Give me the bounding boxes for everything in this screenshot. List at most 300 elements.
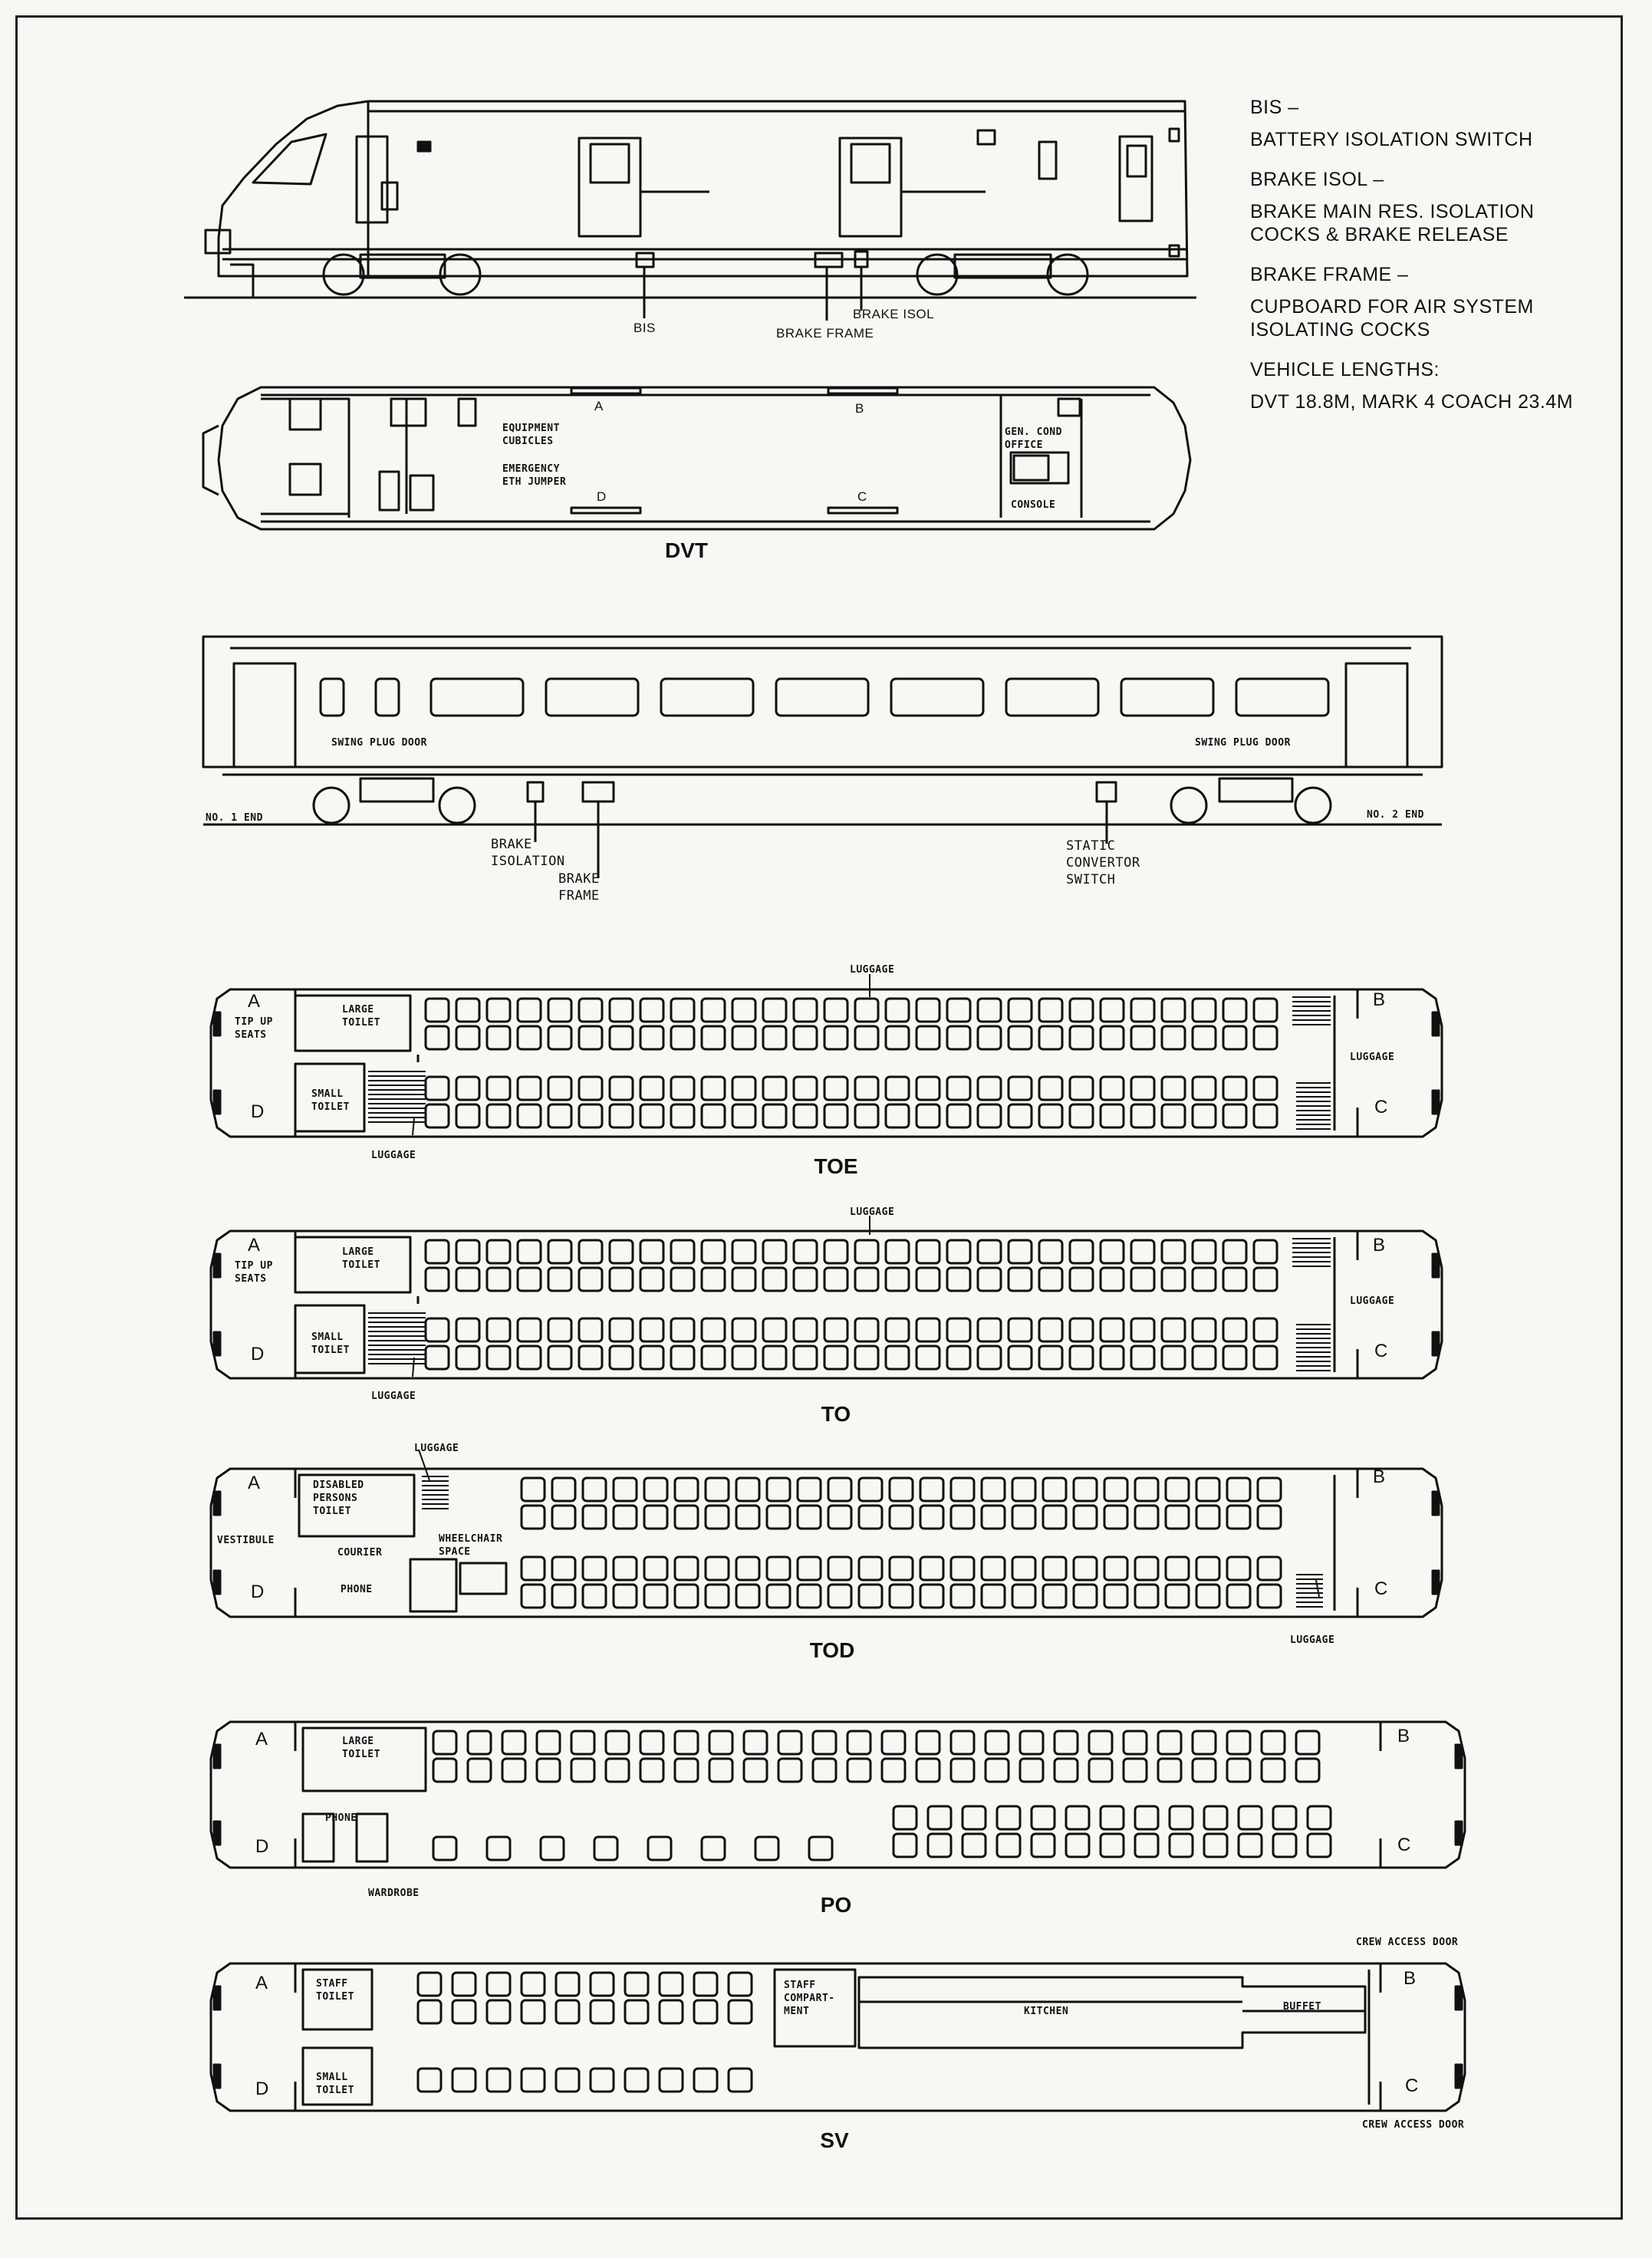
seat xyxy=(1039,1026,1062,1049)
seat xyxy=(579,1268,602,1291)
sv-staff-toilet-label: STAFF TOILET xyxy=(316,1978,354,2003)
seat xyxy=(522,2069,545,2092)
dvt-door-a: A xyxy=(594,399,604,413)
seat xyxy=(579,1318,602,1341)
seat xyxy=(824,1346,847,1369)
seat xyxy=(579,1026,602,1049)
door-post xyxy=(1433,1571,1439,1594)
seat xyxy=(579,1346,602,1369)
toe-small-toilet-label: SMALL TOILET xyxy=(311,1088,350,1113)
seat xyxy=(625,2069,648,2092)
coach-door-left-label: SWING PLUG DOOR xyxy=(331,737,427,749)
seat xyxy=(886,1240,909,1263)
coach-outline xyxy=(211,1231,1442,1378)
seat xyxy=(594,1837,617,1860)
seat xyxy=(886,999,909,1022)
seat xyxy=(702,1346,725,1369)
seat xyxy=(468,1759,491,1782)
seat xyxy=(1308,1834,1331,1857)
seat xyxy=(847,1731,870,1754)
seat xyxy=(1039,1104,1062,1127)
seat xyxy=(1254,1026,1277,1049)
seat xyxy=(614,1585,637,1608)
seat xyxy=(1131,1268,1154,1291)
seat xyxy=(571,1759,594,1782)
seat xyxy=(1020,1731,1043,1754)
legend-lengths-title: VEHICLE LENGTHS: xyxy=(1250,359,1440,380)
seat xyxy=(1039,1346,1062,1369)
seat xyxy=(1162,1346,1185,1369)
seat xyxy=(548,1104,571,1127)
seat xyxy=(675,1759,698,1782)
seat xyxy=(916,1240,940,1263)
seat xyxy=(1131,1077,1154,1100)
seat xyxy=(947,1104,970,1127)
seat xyxy=(426,1026,449,1049)
seat xyxy=(518,1077,541,1100)
coach-window xyxy=(321,679,344,716)
seat xyxy=(1009,1240,1032,1263)
seat xyxy=(702,999,725,1022)
seat xyxy=(1227,1759,1250,1782)
seat xyxy=(606,1731,629,1754)
seat xyxy=(579,1240,602,1263)
seat xyxy=(694,2000,717,2023)
seat xyxy=(986,1731,1009,1754)
legend-lengths-desc: DVT 18.8M, MARK 4 COACH 23.4M xyxy=(1250,391,1574,413)
seat xyxy=(951,1506,974,1529)
toe-large-toilet-label: LARGE TOILET xyxy=(342,1004,380,1029)
seat xyxy=(675,1585,698,1608)
seat xyxy=(556,1973,579,1996)
to-floor-plan xyxy=(211,1231,1442,1378)
seat xyxy=(882,1731,905,1754)
seat xyxy=(916,1268,940,1291)
seat xyxy=(487,2069,510,2092)
seat xyxy=(813,1731,836,1754)
seat xyxy=(456,1240,479,1263)
seat xyxy=(610,1077,633,1100)
dvt-door-b: B xyxy=(855,401,864,416)
door-post xyxy=(1433,1012,1439,1035)
seat xyxy=(671,1077,694,1100)
seat xyxy=(1009,999,1032,1022)
seat xyxy=(426,1346,449,1369)
seat xyxy=(824,1268,847,1291)
seat xyxy=(487,1104,510,1127)
seat xyxy=(951,1478,974,1501)
seat xyxy=(794,1240,817,1263)
seat xyxy=(610,1268,633,1291)
seat xyxy=(487,999,510,1022)
seat xyxy=(426,1240,449,1263)
seat xyxy=(1227,1585,1250,1608)
seat xyxy=(982,1506,1005,1529)
seat xyxy=(702,1026,725,1049)
coach-window xyxy=(1006,679,1098,716)
seat xyxy=(978,999,1001,1022)
po-floor-plan xyxy=(211,1722,1465,1868)
seat xyxy=(855,1268,878,1291)
seat xyxy=(1193,1077,1216,1100)
seat xyxy=(1131,1318,1154,1341)
seat xyxy=(978,1346,1001,1369)
tod-wheelchair-label: WHEELCHAIR SPACE xyxy=(439,1533,503,1558)
seat xyxy=(1055,1731,1078,1754)
legend xyxy=(1250,96,1573,413)
toe-door-a: A xyxy=(248,991,261,1012)
seat xyxy=(1009,1346,1032,1369)
seat xyxy=(1193,999,1216,1022)
seat xyxy=(963,1806,986,1829)
seat xyxy=(1227,1557,1250,1580)
seat xyxy=(537,1759,560,1782)
seat xyxy=(675,1506,698,1529)
coach-brake-frame-label: BRAKE FRAME xyxy=(558,871,600,904)
dvt-brake-isol-label: BRAKE ISOL xyxy=(853,307,935,321)
seat xyxy=(763,1077,786,1100)
seat xyxy=(548,1240,571,1263)
sv-title: SV xyxy=(820,2128,849,2152)
seat xyxy=(1223,999,1246,1022)
seat xyxy=(1162,1026,1185,1049)
to-door-d: D xyxy=(251,1344,265,1364)
seat xyxy=(859,1557,882,1580)
seat xyxy=(1070,1346,1093,1369)
seat xyxy=(1101,1318,1124,1341)
seat xyxy=(794,1026,817,1049)
seat xyxy=(610,1318,633,1341)
seat xyxy=(660,2069,683,2092)
legend-bis-desc: BATTERY ISOLATION SWITCH xyxy=(1250,129,1533,150)
seat xyxy=(916,1077,940,1100)
seat xyxy=(518,1318,541,1341)
seat xyxy=(1223,1104,1246,1127)
to-title: TO xyxy=(821,1402,851,1426)
seat xyxy=(548,1268,571,1291)
seat xyxy=(951,1557,974,1580)
seat xyxy=(640,1026,663,1049)
seat xyxy=(1273,1834,1296,1857)
seat xyxy=(583,1557,606,1580)
seat xyxy=(1193,1346,1216,1369)
seat xyxy=(1296,1731,1319,1754)
dvt-title: DVT xyxy=(665,538,708,562)
seat xyxy=(1162,1268,1185,1291)
seat xyxy=(828,1478,851,1501)
sv-crew-door-bottom: CREW ACCESS DOOR xyxy=(1362,2119,1465,2131)
seat xyxy=(916,999,940,1022)
seat xyxy=(487,1077,510,1100)
seat xyxy=(744,1731,767,1754)
legend-brake-frame-title: BRAKE FRAME – xyxy=(1250,264,1409,285)
seat xyxy=(778,1759,801,1782)
seat xyxy=(859,1478,882,1501)
seat xyxy=(794,1346,817,1369)
seat xyxy=(859,1585,882,1608)
seat xyxy=(1170,1806,1193,1829)
seat xyxy=(1193,1731,1216,1754)
seat xyxy=(732,1104,755,1127)
seat xyxy=(978,1104,1001,1127)
seat xyxy=(763,1268,786,1291)
seat xyxy=(1196,1478,1219,1501)
seat xyxy=(794,999,817,1022)
seat xyxy=(736,1506,759,1529)
seat xyxy=(640,1731,663,1754)
dvt-brake-frame-label: BRAKE FRAME xyxy=(776,326,874,341)
to-tip-up-label: TIP UP SEATS xyxy=(235,1260,273,1285)
seat xyxy=(426,999,449,1022)
seat xyxy=(552,1557,575,1580)
seat xyxy=(610,1240,633,1263)
seat xyxy=(1009,1077,1032,1100)
seat xyxy=(1227,1506,1250,1529)
seat xyxy=(732,1346,755,1369)
seat xyxy=(537,1731,560,1754)
seat xyxy=(951,1585,974,1608)
seat xyxy=(522,1557,545,1580)
coach-no2-label: NO. 2 END xyxy=(1367,809,1424,821)
seat xyxy=(418,1973,441,1996)
seat xyxy=(456,1104,479,1127)
seat xyxy=(1009,1318,1032,1341)
seat xyxy=(625,2000,648,2023)
seat xyxy=(556,2000,579,2023)
seat xyxy=(1101,1077,1124,1100)
seat xyxy=(1262,1731,1285,1754)
seat xyxy=(548,1318,571,1341)
seat xyxy=(736,1557,759,1580)
seat xyxy=(1135,1834,1158,1857)
seat xyxy=(702,1104,725,1127)
seat xyxy=(890,1478,913,1501)
seat xyxy=(452,2000,476,2023)
seat xyxy=(890,1506,913,1529)
seat xyxy=(433,1837,456,1860)
coach-window xyxy=(431,679,523,716)
seat xyxy=(1101,999,1124,1022)
seat xyxy=(1074,1585,1097,1608)
seat xyxy=(644,1478,667,1501)
seat xyxy=(706,1506,729,1529)
seat xyxy=(418,2069,441,2092)
dvt-door-c: C xyxy=(857,489,867,504)
seat xyxy=(1193,1104,1216,1127)
seat xyxy=(886,1026,909,1049)
seat xyxy=(502,1731,525,1754)
dvt-equipment-label: EQUIPMENT CUBICLES xyxy=(502,423,560,447)
seat xyxy=(1166,1585,1189,1608)
seat xyxy=(978,1077,1001,1100)
seat xyxy=(518,1240,541,1263)
to-door-a: A xyxy=(248,1235,261,1256)
tod-door-c: C xyxy=(1374,1578,1388,1599)
seat xyxy=(487,1318,510,1341)
coach-window xyxy=(776,679,868,716)
seat xyxy=(1066,1806,1089,1829)
tod-door-b: B xyxy=(1373,1466,1386,1487)
seat xyxy=(452,1973,476,1996)
to-luggage-right: LUGGAGE xyxy=(1350,1295,1395,1307)
seat xyxy=(847,1759,870,1782)
seat xyxy=(1254,1318,1277,1341)
seat xyxy=(763,1026,786,1049)
seat xyxy=(487,1973,510,1996)
seat xyxy=(855,1104,878,1127)
seat xyxy=(648,1837,671,1860)
seat xyxy=(798,1478,821,1501)
seat xyxy=(824,1318,847,1341)
door-post xyxy=(1433,1254,1439,1277)
seat xyxy=(518,1104,541,1127)
seat xyxy=(518,1026,541,1049)
tod-floor-plan xyxy=(211,1469,1442,1617)
seat xyxy=(1124,1731,1147,1754)
seat xyxy=(702,1240,725,1263)
sv-kitchen-label: KITCHEN xyxy=(1024,2006,1069,2017)
seat xyxy=(997,1806,1020,1829)
seat xyxy=(1223,1346,1246,1369)
door-post xyxy=(214,1254,220,1277)
seat xyxy=(1254,1104,1277,1127)
door-post xyxy=(214,2065,220,2088)
toe-door-d: D xyxy=(251,1101,265,1122)
seat xyxy=(1158,1731,1181,1754)
seat xyxy=(1032,1834,1055,1857)
po-phone-label: PHONE xyxy=(325,1812,357,1824)
seat xyxy=(1223,1268,1246,1291)
door-post xyxy=(1456,1986,1462,2009)
dvt-emergency-label: EMERGENCY ETH JUMPER xyxy=(502,463,567,488)
seat xyxy=(640,1104,663,1127)
seat xyxy=(1012,1557,1035,1580)
seat xyxy=(729,1973,752,1996)
coach-outline xyxy=(211,989,1442,1137)
seat xyxy=(675,1731,698,1754)
seat xyxy=(644,1557,667,1580)
seat xyxy=(794,1077,817,1100)
po-door-b: B xyxy=(1397,1726,1410,1746)
seat xyxy=(809,1837,832,1860)
wardrobe xyxy=(357,1814,387,1861)
seat xyxy=(552,1506,575,1529)
seat xyxy=(1009,1268,1032,1291)
seat xyxy=(522,1506,545,1529)
seat xyxy=(426,1318,449,1341)
seat xyxy=(1170,1834,1193,1857)
seat xyxy=(813,1759,836,1782)
seat xyxy=(660,2000,683,2023)
seat xyxy=(732,999,755,1022)
seat xyxy=(886,1104,909,1127)
seat xyxy=(916,1759,940,1782)
seat xyxy=(1308,1806,1331,1829)
seat xyxy=(1258,1557,1281,1580)
seat xyxy=(1223,1318,1246,1341)
seat xyxy=(702,1837,725,1860)
seat xyxy=(778,1731,801,1754)
seat xyxy=(886,1318,909,1341)
seat xyxy=(644,1506,667,1529)
seat xyxy=(798,1585,821,1608)
seat xyxy=(556,2069,579,2092)
seat xyxy=(502,1759,525,1782)
seat xyxy=(1074,1506,1097,1529)
seat xyxy=(916,1346,940,1369)
seat xyxy=(522,1585,545,1608)
dvt-door-d: D xyxy=(597,489,607,504)
seat xyxy=(579,999,602,1022)
seat xyxy=(982,1478,1005,1501)
seat xyxy=(947,999,970,1022)
seat xyxy=(1254,1268,1277,1291)
legend-bis-title: BIS – xyxy=(1250,97,1299,118)
seat xyxy=(675,1478,698,1501)
po-door-a: A xyxy=(255,1729,268,1749)
coach-window xyxy=(1236,679,1328,716)
seat xyxy=(1273,1806,1296,1829)
legend-brake-isol-desc-2: COCKS & BRAKE RELEASE xyxy=(1250,224,1509,245)
seat xyxy=(1070,1077,1093,1100)
seat xyxy=(855,1026,878,1049)
sv-door-c: C xyxy=(1405,2075,1419,2096)
seat xyxy=(890,1557,913,1580)
door-post xyxy=(1456,1745,1462,1768)
seat xyxy=(548,1346,571,1369)
seat xyxy=(916,1026,940,1049)
seat xyxy=(487,1837,510,1860)
seat xyxy=(1101,1104,1124,1127)
seat xyxy=(1104,1478,1127,1501)
seat xyxy=(1262,1759,1285,1782)
seat xyxy=(920,1585,943,1608)
seat xyxy=(1258,1585,1281,1608)
seat xyxy=(886,1346,909,1369)
seat xyxy=(487,1026,510,1049)
seat xyxy=(522,1973,545,1996)
seat xyxy=(828,1506,851,1529)
seat xyxy=(426,1268,449,1291)
seat xyxy=(1158,1759,1181,1782)
seat xyxy=(694,2069,717,2092)
coach-window xyxy=(376,679,399,716)
seat xyxy=(518,999,541,1022)
sv-buffet-label: BUFFET xyxy=(1283,2001,1321,2013)
seat xyxy=(1166,1478,1189,1501)
tod-phone-label: PHONE xyxy=(341,1584,373,1595)
seat xyxy=(882,1759,905,1782)
seat xyxy=(644,1585,667,1608)
seat xyxy=(1012,1478,1035,1501)
coach-static-label: STATIC CONVERTOR SWITCH xyxy=(1066,838,1140,887)
seat xyxy=(1258,1478,1281,1501)
seat xyxy=(579,1077,602,1100)
seat xyxy=(928,1834,951,1857)
seat xyxy=(660,1973,683,1996)
seat xyxy=(729,2000,752,2023)
seat xyxy=(1162,1318,1185,1341)
seat xyxy=(732,1240,755,1263)
seat xyxy=(1254,1240,1277,1263)
seat xyxy=(951,1759,974,1782)
seat xyxy=(583,1585,606,1608)
seat xyxy=(824,1077,847,1100)
seat xyxy=(916,1104,940,1127)
door-post xyxy=(214,1745,220,1768)
seat xyxy=(893,1834,916,1857)
seat xyxy=(1162,1077,1185,1100)
